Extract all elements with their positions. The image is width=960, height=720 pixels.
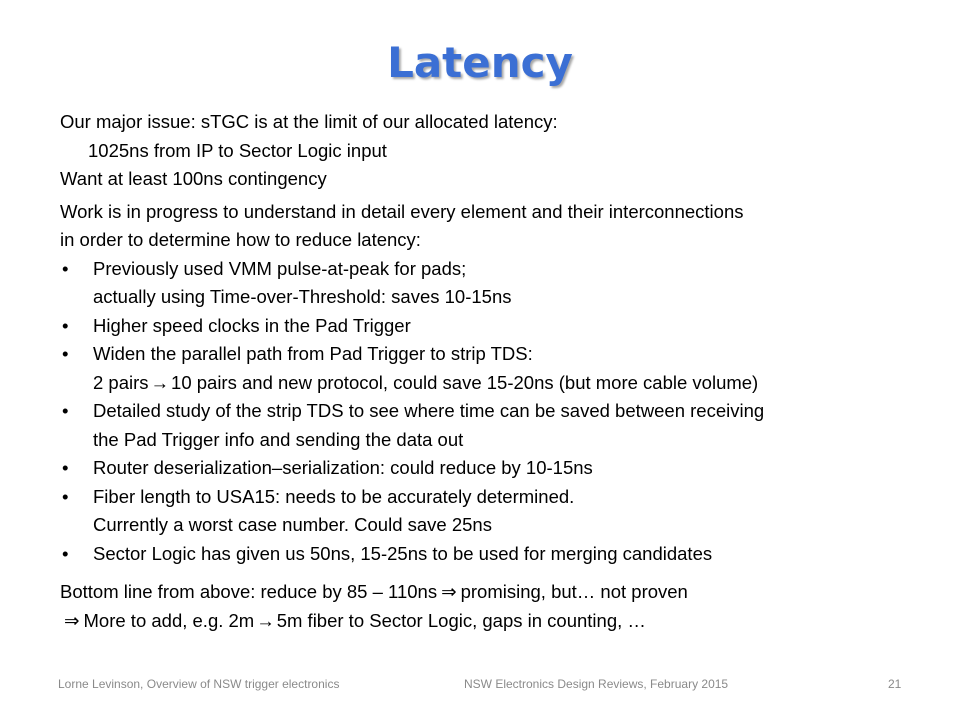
intro-line: 1025ns from IP to Sector Logic input: [88, 139, 387, 161]
bullet-text-with-arrow: [93, 369, 920, 398]
bullet-item: [60, 312, 920, 341]
bullet-text: actually using Time-over-Threshold: saves 10-15ns: [93, 286, 512, 307]
bullet-item: [60, 483, 920, 540]
bullet-item: [60, 454, 920, 483]
bullet-item: [60, 255, 920, 312]
bottom-line: [60, 607, 920, 636]
slide-body: [60, 108, 920, 635]
bullet-text: Currently a worst case number. Could save 25ns: [93, 514, 492, 535]
double-right-arrow-icon: ⇒: [64, 609, 80, 631]
bullet-text: • Detailed study of the strip TDS to see where time can be saved between receiving: [93, 400, 765, 421]
bullet-text: the Pad Trigger info and sending the data out: [93, 428, 464, 450]
bullet-text: • Widen the parallel path from Pad Trigger to strip TDS:: [93, 343, 533, 364]
intro-line: Want at least 100ns contingency: [60, 168, 327, 189]
page-number: 21: [888, 677, 902, 691]
bullet-text: • Sector Logic has given us 50ns, 15-25ns to be used for merging candidates: [93, 542, 713, 564]
bottom-text: 5m fiber to Sector Logic, gaps in counting, …: [276, 609, 646, 631]
bullet-item: [60, 397, 920, 454]
bullet-text: • Higher speed clocks in the Pad Trigger: [93, 314, 411, 336]
double-right-arrow-icon: ⇒: [441, 581, 457, 602]
bottom-text: promising, but… not proven: [460, 581, 688, 602]
footer-event: NSW Electronics Design Reviews, February 2015: [464, 677, 729, 691]
work-line: in order to determine how to reduce latency:: [60, 229, 421, 250]
footer-author: Lorne Levinson, Overview of NSW trigger electronics: [58, 677, 340, 691]
slide-title: Latency: [387, 38, 573, 87]
bullet-text: • Fiber length to USA15: needs to be accurately determined.: [93, 485, 575, 507]
intro-line: Our major issue: sTGC is at the limit of our allocated latency:: [60, 111, 558, 132]
work-line: Work is in progress to understand in detail every element and their interconnections: [60, 200, 744, 222]
bullet-text: • Previously used VMM pulse-at-peak for pads;: [93, 257, 467, 279]
bottom-text: Bottom line from above: reduce by 85 – 110ns: [60, 581, 438, 602]
right-arrow-icon: →: [150, 371, 170, 393]
bottom-text: More to add, e.g. 2m: [83, 609, 255, 631]
bullet-text: 2 pairs: [93, 371, 149, 393]
bullet-item: [60, 340, 920, 397]
bullet-text: • Router deserialization–serialization: could reduce by 10-15ns: [93, 457, 593, 478]
bullet-text: 10 pairs and new protocol, could save 15-20ns (but more cable volume): [171, 371, 759, 393]
bullet-item: [60, 540, 920, 569]
bottom-line: [60, 578, 920, 607]
right-arrow-icon: →: [256, 609, 275, 631]
